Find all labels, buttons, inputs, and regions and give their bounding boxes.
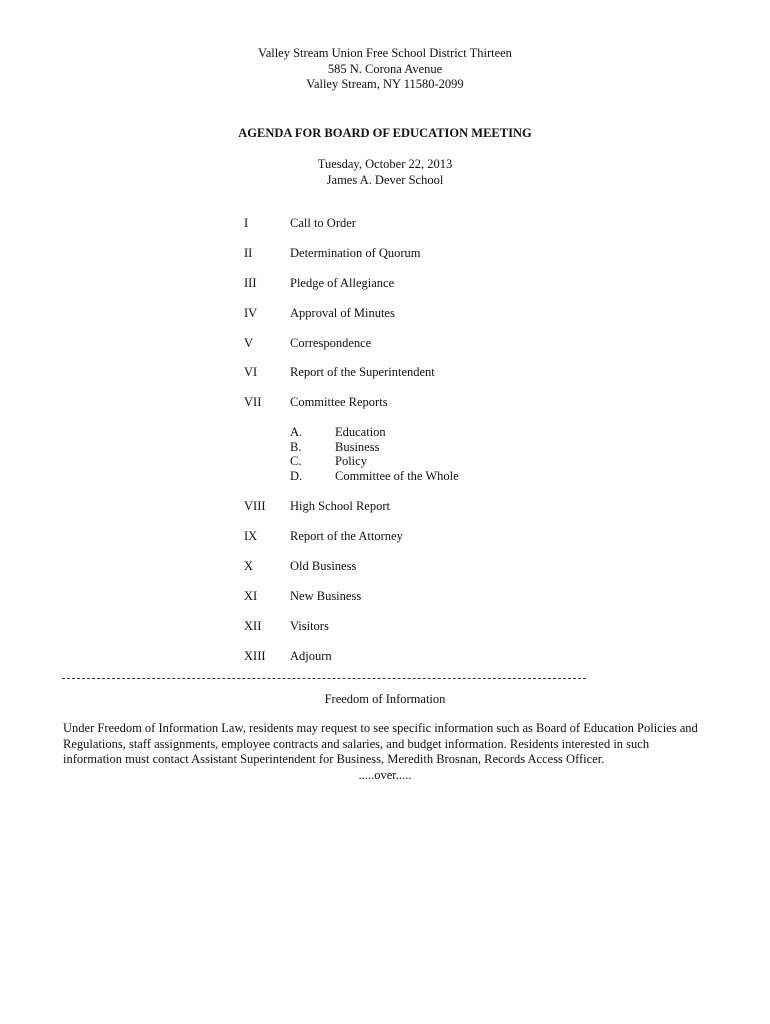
agenda-item (244, 559, 664, 574)
foi-line: information must contact Assistant Superintendent for Business, Meredith Brosnan, Records Access Officer. (63, 752, 605, 767)
agenda-item (244, 276, 664, 291)
agenda-item-text: Report of the Attorney (290, 529, 403, 543)
foi-heading: Freedom of Information (324, 692, 446, 706)
city-state-zip: Valley Stream, NY 11580-2099 (306, 77, 464, 91)
committee-item (290, 425, 664, 440)
agenda-item (244, 499, 664, 514)
agenda-item-text: Approval of Minutes (290, 305, 395, 320)
over-note: .....over..... (358, 768, 412, 782)
committee-item (290, 454, 664, 469)
committee-name: Education (335, 425, 386, 439)
committee-letter: D. (290, 468, 303, 483)
committee-list (290, 425, 664, 483)
agenda-item (244, 336, 664, 351)
meeting-date: Tuesday, October 22, 2013 (317, 157, 453, 171)
agenda-item-text: Call to Order (290, 216, 356, 230)
agenda-item-number: VI (244, 365, 258, 379)
agenda-item (244, 529, 664, 544)
committee-item (290, 440, 664, 455)
agenda-item-text: Report of the Superintendent (290, 365, 435, 379)
agenda-item-number: IX (244, 529, 258, 543)
agenda-item-number: IV (244, 305, 258, 320)
agenda-item-text: High School Report (290, 499, 390, 513)
agenda-item-number: III (244, 275, 257, 290)
agenda-item (244, 306, 664, 321)
agenda-item (244, 395, 664, 410)
agenda-item-text: Determination of Quorum (290, 245, 421, 260)
agenda-item-text: Adjourn (290, 648, 332, 663)
agenda-item-number: I (244, 216, 249, 230)
committee-letter: A. (290, 425, 303, 439)
foi-paragraph (63, 721, 723, 768)
agenda-item-number: II (244, 245, 253, 260)
committee-name: Policy (335, 454, 367, 468)
meeting-location: James A. Dever School (326, 173, 444, 187)
agenda-item-number: VIII (244, 499, 266, 513)
agenda-item-number: VII (244, 395, 262, 409)
agenda-item-text: Old Business (290, 558, 357, 573)
agenda-item (244, 365, 664, 380)
agenda-item-text: Correspondence (290, 335, 372, 350)
agenda-item-number: X (244, 558, 254, 573)
agenda-item (244, 619, 664, 634)
agenda-item-text: Committee Reports (290, 395, 388, 409)
agenda-item (244, 589, 664, 604)
meeting-info (0, 156, 770, 188)
street-address: 585 N. Corona Avenue (327, 61, 443, 76)
foi-line: Under Freedom of Information Law, residents may request to see specific information such as Board of Education Policies and (63, 721, 698, 735)
agenda-item-number: V (244, 335, 254, 350)
agenda-item (244, 649, 664, 664)
committee-letter: C. (290, 454, 302, 468)
agenda-item-number: XIII (244, 648, 266, 663)
committee-name: Business (335, 439, 380, 454)
agenda-item-text: Pledge of Allegiance (290, 275, 395, 290)
letterhead (0, 46, 770, 93)
agenda-list (244, 216, 664, 664)
agenda-item-text: New Business (290, 588, 362, 603)
agenda-item (244, 246, 664, 261)
district-name: Valley Stream Union Free School District Thirteen (258, 46, 512, 60)
agenda-item-number: XII (244, 618, 262, 633)
committee-letter: B. (290, 439, 302, 454)
agenda-item-text: Visitors (290, 618, 329, 633)
agenda-title: AGENDA FOR BOARD OF EDUCATION MEETING (238, 126, 532, 140)
foi-line: Regulations, staff assignments, employee contracts and salaries, and budget information. Residents interested in such (63, 736, 650, 751)
committee-name: Committee of the Whole (335, 468, 459, 483)
committee-item (290, 469, 664, 484)
dashed-divider (62, 678, 586, 679)
agenda-item-number: XI (244, 588, 258, 603)
agenda-item (244, 216, 664, 231)
